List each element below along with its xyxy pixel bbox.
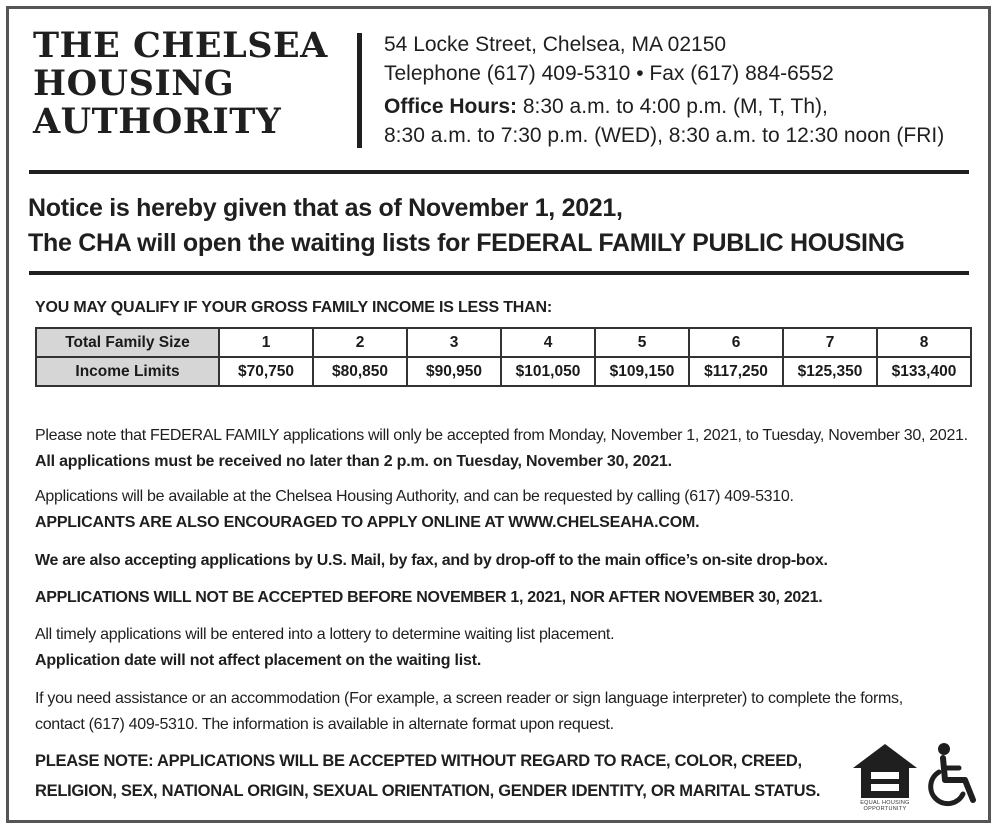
family-size-cell: 2: [313, 328, 407, 357]
family-size-cell: 1: [219, 328, 313, 357]
family-size-cell: 6: [689, 328, 783, 357]
income-limit-cell: $109,150: [595, 357, 689, 386]
rule-bottom: [29, 271, 969, 275]
non-discrimination-paragraph: [35, 746, 820, 806]
income-limit-cell: $80,850: [313, 357, 407, 386]
row-header-income-limits: Income Limits: [36, 357, 219, 386]
non-discrimination-text-1: PLEASE NOTE: APPLICATIONS WILL BE ACCEPTED WITHOUT REGARD TO RACE, COLOR, CREED,: [35, 752, 802, 770]
equal-housing-icon: [851, 742, 919, 814]
income-limit-cell: $70,750: [219, 357, 313, 386]
family-size-cell: 3: [407, 328, 501, 357]
table-row: [36, 357, 971, 386]
family-size-cell: 5: [595, 328, 689, 357]
accommodation-text-2: contact (617) 409-5310. The information is available in alternate format upon request.: [35, 716, 614, 733]
organization-name: [33, 27, 343, 141]
notice-line-2: The CHA will open the waiting lists for FEDERAL FAMILY PUBLIC HOUSING: [28, 229, 905, 257]
family-size-cell: 8: [877, 328, 971, 357]
submission-methods-text: We are also accepting applications by U.S. Mail, by fax, and by drop-off to the main office’s on-site drop-box.: [35, 552, 828, 569]
income-limit-cell: $101,050: [501, 357, 595, 386]
acceptance-window-text: APPLICATIONS WILL NOT BE ACCEPTED BEFORE NOVEMBER 1, 2021, NOR AFTER NOVEMBER 30, 2021.: [35, 589, 823, 606]
family-size-cell: 4: [501, 328, 595, 357]
income-limit-cell: $90,950: [407, 357, 501, 386]
equal-housing-caption-line-1: EQUAL HOUSING: [860, 800, 910, 806]
lottery-paragraph: [35, 622, 614, 674]
org-name-line-2: HOUSING: [33, 63, 235, 104]
office-hours-line-1: [384, 92, 944, 121]
table-row: [36, 328, 971, 357]
notice-heading: [28, 191, 905, 261]
income-limit-cell: $125,350: [783, 357, 877, 386]
office-hours-weekday: 8:30 a.m. to 4:00 p.m. (M, T, Th),: [517, 95, 828, 118]
row-header-family-size: Total Family Size: [36, 328, 219, 357]
rule-top: [29, 170, 969, 174]
income-limits-table: [35, 327, 972, 387]
apply-online-text: APPLICANTS ARE ALSO ENCOURAGED TO APPLY ONLINE AT WWW.CHELSEAHA.COM.: [35, 514, 700, 531]
org-name-line-1: THE CHELSEA: [33, 25, 328, 66]
family-size-cell: 7: [783, 328, 877, 357]
header-divider: [357, 33, 362, 148]
equal-housing-house-graphic: [851, 742, 919, 800]
org-name-line-3: AUTHORITY: [33, 101, 282, 142]
office-hours-label: Office Hours:: [384, 95, 518, 118]
application-period-text: Please note that FEDERAL FAMILY applications will only be accepted from Monday, November 1, 2021, to Tuesday, November 30, 2021.: [35, 427, 968, 444]
accommodation-paragraph: [35, 686, 903, 738]
equal-housing-caption-line-2: OPPORTUNITY: [863, 806, 907, 812]
equal-housing-caption: [851, 800, 919, 812]
income-limit-cell: $117,250: [689, 357, 783, 386]
application-deadline-text: All applications must be received no later than 2 p.m. on Tuesday, November 30, 2021.: [35, 453, 672, 470]
lottery-text: All timely applications will be entered into a lottery to determine waiting list placement.: [35, 626, 615, 643]
income-limit-cell: $133,400: [877, 357, 971, 386]
placement-note-text: Application date will not affect placement on the waiting list.: [35, 652, 482, 669]
office-hours-line-2: 8:30 a.m. to 7:30 p.m. (WED), 8:30 a.m. to 12:30 noon (FRI): [384, 124, 945, 147]
income-heading: YOU MAY QUALIFY IF YOUR GROSS FAMILY INCOME IS LESS THAN:: [35, 299, 552, 316]
phone-fax: Telephone (617) 409-5310 • Fax (617) 884-6552: [384, 62, 834, 85]
address: 54 Locke Street, Chelsea, MA 02150: [384, 33, 727, 56]
contact-info: [384, 30, 944, 150]
accommodation-text-1: If you need assistance or an accommodation (For example, a screen reader or sign language interpreter) to complete the forms,: [35, 690, 903, 707]
availability-paragraph: [35, 484, 794, 536]
availability-text: Applications will be available at the Chelsea Housing Authority, and can be requested by calling (617) 409-5310.: [35, 488, 794, 505]
non-discrimination-text-2: RELIGION, SEX, NATIONAL ORIGIN, SEXUAL ORIENTATION, GENDER IDENTITY, OR MARITAL STATUS.: [35, 782, 821, 800]
wheelchair-icon: [925, 742, 983, 808]
application-period-paragraph: [35, 423, 968, 475]
notice-line-1: Notice is hereby given that as of November 1, 2021,: [28, 194, 623, 222]
